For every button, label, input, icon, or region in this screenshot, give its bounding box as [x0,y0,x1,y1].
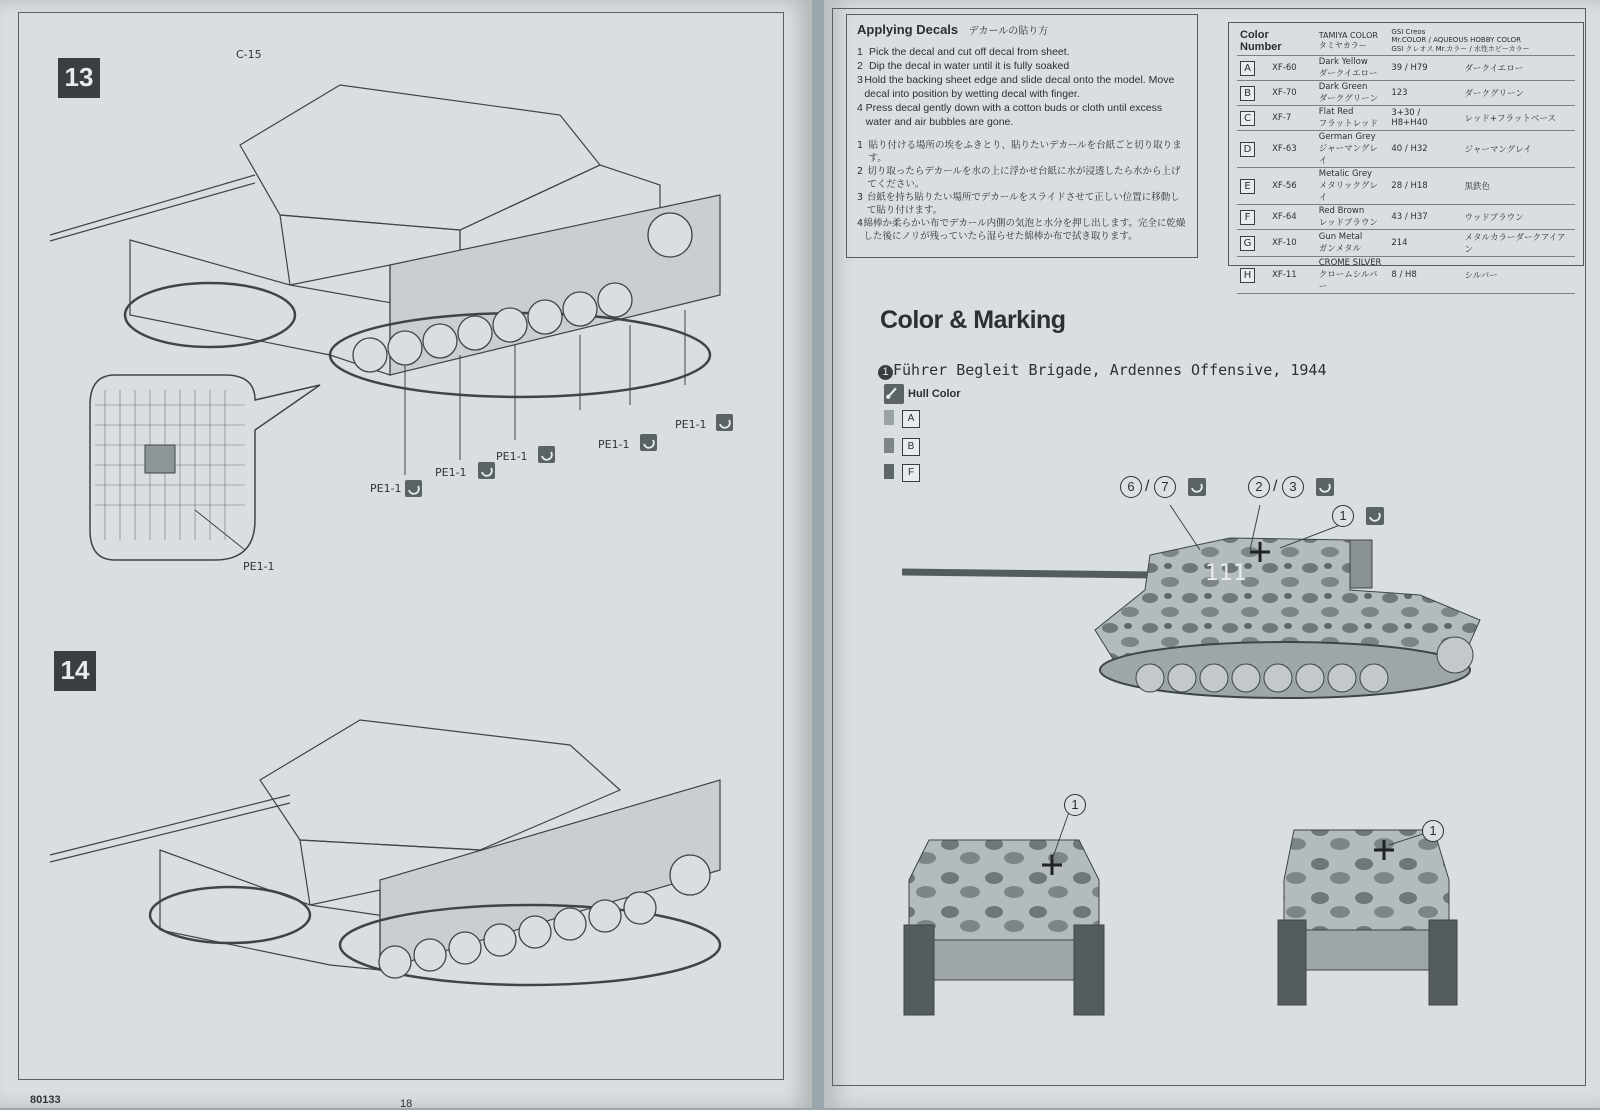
color-name-jp: レッドブラウン [1318,218,1378,228]
gsi-header-jp: GSI クレオス Mr.カラー / 水性ホビーカラー [1391,45,1530,53]
hull-color-swatch-f [884,464,894,479]
color-row [1237,56,1575,81]
part-label-pe1-1: PE1-1 [435,466,467,479]
color-letter: B [902,438,920,456]
color-name-jp: ダークイエロー [1318,69,1378,79]
color-row [1237,106,1575,131]
gsi-code: 123 [1388,81,1461,106]
color-letter: G [1240,236,1255,251]
color-letter: A [1240,61,1255,76]
color-marking-title: Color & Marking [880,306,1066,334]
color-letter: B [1240,86,1255,101]
tank-front-view [894,800,1114,1025]
tamiya-header: TAMIYA COLOR [1318,31,1378,40]
hull-color-swatch-b [884,438,894,453]
decal-callout: 6 [1120,476,1142,498]
decal-step-en: Hold the backing sheet edge and slide decal onto the model. Move decal into position by wetting decal with finger. [864,74,1175,100]
color-name-jp: ガンメタル [1318,244,1361,254]
color-name: Dark Yellow [1318,57,1368,67]
decal-callout: 2 [1248,476,1270,498]
scheme-number: 1 [878,365,893,380]
decal-step-jp: 綿棒か柔らかい布でデカール内側の気泡と水分を押し出します。完全に乾燥した後にノリが残っていたら湿らせた綿棒か布で拭き取ります。 [863,218,1186,242]
gsi-code: 8 / H8 [1388,257,1461,294]
tamiya-code: XF-7 [1269,106,1316,131]
gsi-code: 40 / H32 [1388,131,1461,168]
tank-side-profile [900,470,1500,730]
color-letter: C [1240,111,1255,126]
water-slide-decal-icon [1316,478,1334,496]
part-label-pe1-1: PE1-1 [496,450,528,463]
gsi-code: 3+30 / H8+H40 [1388,106,1461,131]
gsi-name-jp: メタルカラーダークアイアン [1462,230,1575,257]
color-name-jp: ジャーマングレイ [1318,144,1378,166]
tamiya-code: XF-64 [1269,205,1316,230]
color-row [1237,257,1575,294]
part-label-pe1-1: PE1-1 [243,560,275,573]
step-13-badge: 13 [58,58,100,98]
decal-callout: 1 [1064,794,1086,816]
decal-callout: 1 [1422,820,1444,842]
color-letter: D [1240,142,1255,157]
page-number: 18 [400,1098,413,1110]
color-name: Gun Metal [1318,232,1363,242]
color-letter: F [1240,210,1255,225]
decal-step-jp: 台紙を持ち貼りたい場所でデカールをスライドさせて正しい位置に移動して貼り付けます。 [866,192,1180,216]
part-label-pe1-1: PE1-1 [598,438,630,451]
hull-color-swatch-a [884,410,894,425]
marking-scheme-title [878,361,1326,380]
color-row [1237,168,1575,205]
part-label-pe1-1: PE1-1 [370,482,402,495]
color-name: German Grey [1318,132,1376,142]
color-row [1237,81,1575,106]
applying-decals-box: Applying Decals デカールの貼り方 1 Pick the decal and cut off decal from sheet. 2 Dip the decal in water until it is fully soaked 3 Hold the backing sheet edge and slide decal onto the model. Move decal into position by wetting decal with finger. 4 Press decal gently down with a cotton buds or cloth until excess water and air bubbles are gone. 1 貼り付ける場所の埃をふきとり、貼りたいデカールを台紙ごと切り取ります。 2 切り取ったらデカールを水の上に浮かせ台紙に水が浸透したら水から上げてください。 3 台紙を持ち貼りたい場所でデカールをスライドさせて正しい位置に移動して貼り付けます。 4 綿棒か柔らかい布でデカール内側の気泡と水分を押し出します。完全に乾燥した後にノリが残っていたら湿らせた綿棒か布で拭き取ります。 [846,14,1198,258]
color-name: Metalic Grey [1318,169,1373,179]
decal-callout: 3 [1282,476,1304,498]
color-table-header [1237,27,1575,56]
gsi-name-jp: 黒鉄色 [1462,168,1575,205]
glue-icon [538,446,555,463]
color-name: CROME SILVER [1318,258,1382,268]
water-slide-decal-icon [1366,507,1384,525]
tamiya-code: XF-70 [1269,81,1316,106]
decal-step-en: Pick the decal and cut off decal from sheet. [869,46,1070,58]
glue-icon [478,462,495,479]
gsi-name-jp: シルバー [1462,257,1575,294]
color-letter: E [1240,179,1255,194]
decal-step-en: Dip the decal in water until it is fully soaked [869,60,1070,72]
tamiya-code: XF-56 [1269,168,1316,205]
part-label-c15: C-15 [236,48,262,61]
water-slide-decal-icon [1188,478,1206,496]
color-number-title: Color Number [1237,27,1316,56]
color-letter: A [902,410,920,428]
color-name: Flat Red [1318,107,1354,117]
tamiya-code: XF-10 [1269,230,1316,257]
color-letter: F [902,464,920,482]
decal-callout: 1 [1332,505,1354,527]
applying-decals-title-jp: デカールの貼り方 [968,26,1049,37]
tamiya-code: XF-11 [1269,257,1316,294]
gsi-code: 214 [1388,230,1461,257]
turret-number: 111 [1205,561,1247,586]
decal-step-jp: 切り取ったらデカールを水の上に浮かせ台紙に水が浸透したら水から上げてください。 [867,166,1181,190]
right-instruction-page: Applying Decals デカールの貼り方 1 Pick the decal and cut off decal from sheet. 2 Dip the decal in water until it is fully soaked 3 Hold the backing sheet edge and slide decal onto the model. Move decal into position by wetting decal with finger. 4 Press decal gently down with a cotton buds or cloth until excess water and air bubbles are gone. 1 貼り付ける場所の埃をふきとり、貼りたいデカールを台紙ごと切り取ります。 2 切り取ったらデカールを水の上に浮かせ台紙に水が浸透したら水から上げてください。 3 台紙を持ち貼りたい場所でデカールをスライドさせて正しい位置に移動して貼り付けます。 4 綿棒か柔らかい布でデカール内側の気泡と水分を押し出します。完全に乾燥した後にノリが残っていたら湿らせた綿棒か布で拭き取ります。 Color Number TAMIYA COLOR タミヤカラー GSI Creos Mr.COLOR / AQUEOUS HOBBY COLOR GSI クレオス Mr.カラー / 水性ホビーカラー A XF-60 Dark Yellow ダークイエロー 39 / H79 ダークイエロー B XF-70 Dark Green ダークグリーン 123 ダークグリーン C XF-7 Flat Red フラットレッド 3+30 / H8+H40 レッド+フラットベース D XF-63 German Grey ジャーマングレイ 40 / H32 ジャーマングレイ E XF-56 Metalic Grey メタリックグレイ 28 / H18 黒鉄色 F XF-64 Red Brown レッドブラウン 43 / H37 ウッドブラウン G XF-10 Gun Metal ガンメタル 214 メタルカラーダークアイアン H XF-11 CROME SILVER クロームシルバー 8 / H8 シルバー Color & Marking 1 Führer Begleit Brigade, Ardennes Offensive, 1944 Hull Color A B F 111 6 / 7 2 / 3 1 1 1 [824,0,1600,1108]
gsi-header-sub: Mr.COLOR / AQUEOUS HOBBY COLOR [1391,36,1522,44]
color-name-jp: クロームシルバー [1318,270,1378,292]
gsi-name-jp: ジャーマングレイ [1462,131,1575,168]
gsi-name-jp: ダークイエロー [1462,56,1575,81]
color-letter: H [1240,268,1255,283]
decal-step-en: Press decal gently down with a cotton buds or cloth until excess water and air bubbles are gone. [865,102,1163,128]
part-label-pe1-1: PE1-1 [675,418,707,431]
gsi-name-jp: レッド+フラットベース [1462,106,1575,131]
color-number-box [1228,22,1584,292]
color-name: Dark Green [1318,82,1368,92]
applying-decals-title: Applying Decals [857,22,959,37]
step-14-badge: 14 [54,651,96,691]
color-row [1237,230,1575,257]
color-name-jp: フラットレッド [1318,119,1378,129]
gsi-code: 43 / H37 [1388,205,1461,230]
decal-callout: 7 [1154,476,1176,498]
color-name-jp: ダークグリーン [1318,94,1379,104]
color-row [1237,131,1575,168]
hull-color-label: Hull Color [908,388,961,400]
color-name-jp: メタリックグレイ [1318,181,1378,203]
gsi-code: 39 / H79 [1388,56,1461,81]
paint-brush-icon [884,384,904,404]
product-code: 80133 [30,1094,61,1106]
decal-step-jp: 貼り付ける場所の埃をふきとり、貼りたいデカールを台紙ごと切り取ります。 [868,140,1182,164]
tamiya-header-jp: タミヤカラー [1318,41,1367,50]
color-name: Red Brown [1318,206,1365,216]
gsi-name-jp: ダークグリーン [1462,81,1575,106]
glue-icon [640,434,657,451]
glue-icon [405,480,422,497]
step-14-tank-drawing [40,700,740,1020]
scheme-name: Führer Begleit Brigade, Ardennes Offensive, 1944 [893,361,1327,379]
hull-color-legend [884,384,961,404]
gsi-name-jp: ウッドブラウン [1462,205,1575,230]
glue-icon [716,414,733,431]
tamiya-code: XF-63 [1269,131,1316,168]
gsi-code: 28 / H18 [1388,168,1461,205]
tamiya-code: XF-60 [1269,56,1316,81]
gsi-header: GSI Creos [1391,28,1426,36]
mesh-detail-callout [85,370,325,570]
color-row [1237,205,1575,230]
tank-rear-view [1264,820,1474,1010]
color-number-table [1237,27,1575,294]
